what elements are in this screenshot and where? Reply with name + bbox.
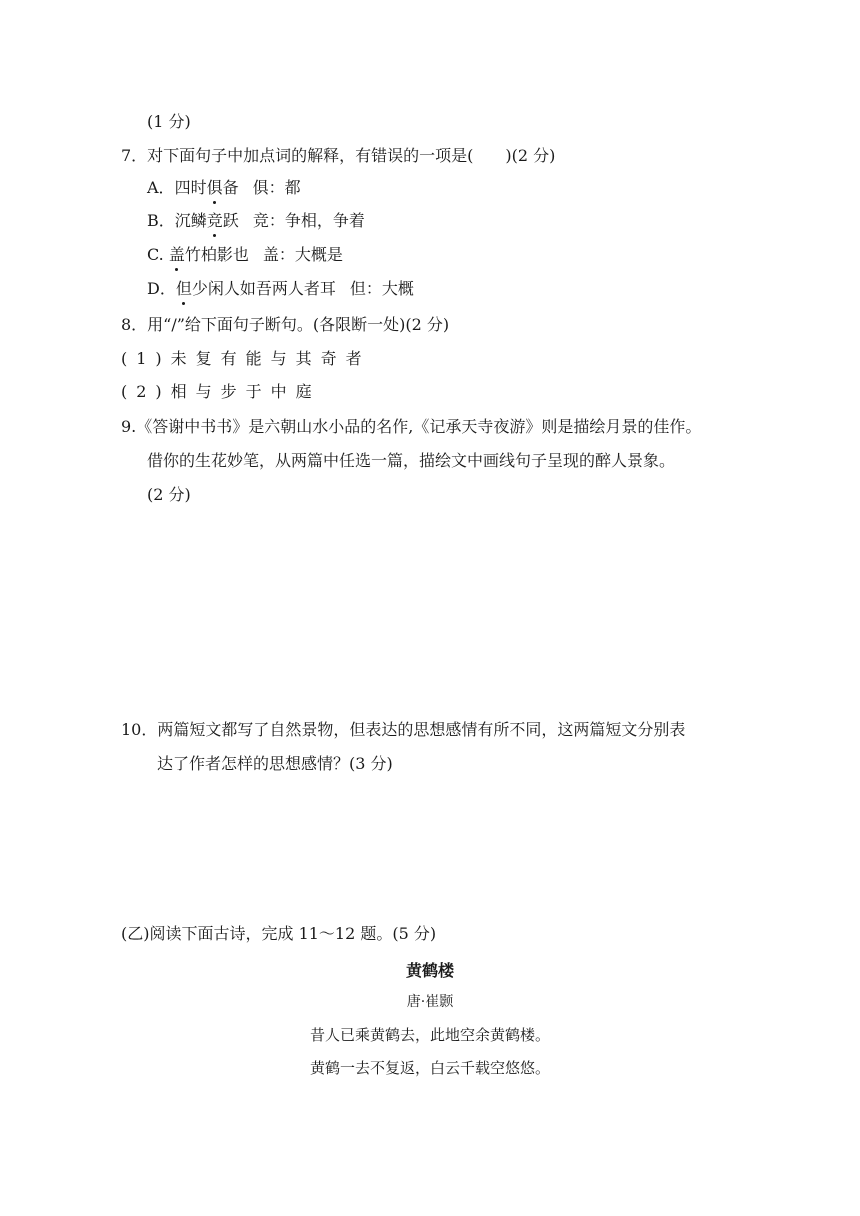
question-10-line-2: 达了作者怎样的思想感情？(3 分) <box>157 754 393 773</box>
poem-line-2: 黄鹤一去不复返，白云千载空悠悠。 <box>309 1059 550 1077</box>
question-9-line-2: 借你的生花妙笔，从两篇中任选一篇，描绘文中画线句子呈现的醉人景象。 <box>147 451 676 470</box>
option-letter: A． <box>147 178 175 197</box>
question-8-sentence-2: (2)相与步于中庭 <box>121 382 321 401</box>
answer-area-q9[interactable] <box>121 515 741 705</box>
poem-title: 黄鹤楼 <box>405 961 454 980</box>
answer-area-q10[interactable] <box>121 785 741 915</box>
question-7-stem: 7．对下面句子中加点词的解释，有错误的一项是( )(2 分) <box>121 146 556 165</box>
score-note: (1 分) <box>147 112 191 131</box>
poem-author: 唐·崔颢 <box>406 994 454 1010</box>
poem-line-1: 昔人已乘黄鹤去，此地空余黄鹤楼。 <box>309 1026 550 1044</box>
dotted-word: 盖 <box>168 245 185 264</box>
dotted-word: 俱 <box>206 178 223 197</box>
question-7-option-c[interactable] <box>147 245 343 265</box>
option-gloss: 俱：都 <box>252 178 301 197</box>
question-8-stem: 8．用“/”给下面句子断句。(各限断一处)(2 分) <box>121 315 450 334</box>
question-10-line-1: 10．两篇短文都写了自然景物，但表达的思想感情有所不同，这两篇短文分别表 <box>121 720 686 739</box>
question-7-option-a[interactable] <box>147 178 301 198</box>
option-letter: C. <box>147 245 169 264</box>
dotted-word: 竞 <box>206 211 223 230</box>
question-9-score: (2 分) <box>147 485 191 504</box>
question-7-option-b[interactable] <box>147 211 365 231</box>
option-text-pre: 沉鳞 <box>174 211 207 230</box>
question-8-sentence-1: (1)未复有能与其奇者 <box>121 349 371 368</box>
option-letter: D． <box>147 279 176 298</box>
option-text-pre: 四时 <box>174 178 207 197</box>
question-9-line-1: 9.《答谢中书书》是六朝山水小品的名作,《记承天寺夜游》则是描绘月景的佳作。 <box>121 417 702 436</box>
option-text-post: 跃 <box>222 211 239 230</box>
option-text-post: 少闲人如吾两人者耳 <box>191 279 336 298</box>
dotted-word: 但 <box>175 279 192 298</box>
option-letter: B． <box>147 211 175 230</box>
option-text-post: 竹柏影也 <box>184 245 249 264</box>
option-text-post: 备 <box>222 178 239 197</box>
section-b-heading: (乙)阅读下面古诗，完成 11～12 题。(5 分) <box>121 924 437 943</box>
option-gloss: 盖：大概是 <box>262 245 343 264</box>
option-gloss: 但：大概 <box>349 279 414 298</box>
option-gloss: 竞：争相，争着 <box>252 211 365 230</box>
question-7-option-d[interactable] <box>147 279 414 299</box>
